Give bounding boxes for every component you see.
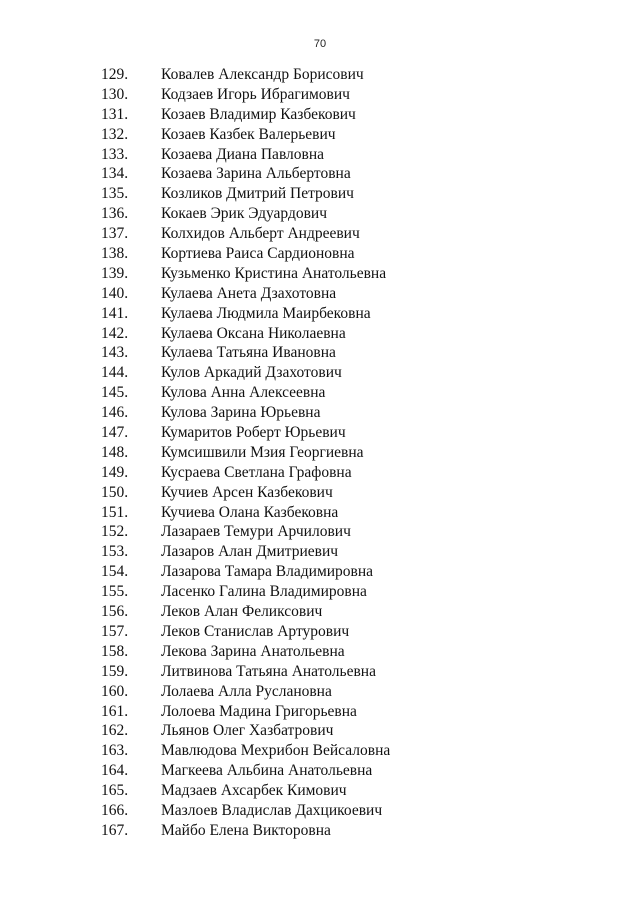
entry-number: 154. bbox=[101, 563, 129, 581]
entry-name: Колхидов Альберт Андреевич bbox=[161, 225, 360, 243]
entry-number: 134. bbox=[101, 165, 129, 183]
entry-number: 139. bbox=[101, 264, 129, 282]
entry-number: 140. bbox=[101, 284, 129, 302]
entry-name: Лекова Зарина Анатольевна bbox=[161, 642, 345, 660]
entry-number: 135. bbox=[101, 185, 129, 203]
entry-name: Кучиев Арсен Казбекович bbox=[161, 483, 333, 501]
entry-number: 144. bbox=[101, 364, 129, 382]
entry-name: Кулаева Оксана Николаевна bbox=[161, 324, 346, 342]
entry-name: Кокаев Эрик Эдуардович bbox=[161, 205, 327, 223]
entry-name: Леков Алан Феликсович bbox=[161, 603, 323, 621]
entry-name: Литвинова Татьяна Анатольевна bbox=[161, 662, 376, 680]
entry-number: 141. bbox=[101, 304, 129, 322]
entry-number: 160. bbox=[101, 682, 129, 700]
entry-number: 129. bbox=[101, 66, 129, 83]
entry-name: Кулов Аркадий Дзахотович bbox=[161, 364, 342, 382]
entry-name: Козаева Зарина Альбертовна bbox=[161, 165, 351, 183]
entry-name: Лазарова Тамара Владимировна bbox=[161, 563, 374, 581]
entry-name: Магкеева Альбина Анатольевна bbox=[161, 762, 373, 780]
entry-name: Кулаева Татьяна Ивановна bbox=[161, 344, 336, 362]
entry-number: 136. bbox=[101, 205, 129, 223]
entry-number: 138. bbox=[101, 245, 129, 263]
entry-number: 164. bbox=[101, 762, 129, 780]
entry-name: Кумаритов Роберт Юрьевич bbox=[161, 424, 346, 442]
entry-number: 148. bbox=[101, 443, 129, 461]
entry-name: Лазараев Темури Арчилович bbox=[161, 523, 351, 541]
entry-number: 150. bbox=[101, 483, 129, 501]
entry-number: 161. bbox=[101, 702, 129, 720]
entry-number: 130. bbox=[101, 85, 129, 103]
entry-number: 156. bbox=[101, 603, 129, 621]
entry-name: Кулова Зарина Юрьевна bbox=[161, 404, 321, 422]
page-number: 70 bbox=[313, 38, 327, 50]
entry-name: Кузьменко Кристина Анатольевна bbox=[161, 264, 387, 282]
entry-number: 152. bbox=[101, 523, 129, 541]
entry-name: Козаева Диана Павловна bbox=[161, 145, 325, 163]
entry-name: Лолаева Алла Руслановна bbox=[161, 682, 332, 700]
entry-number: 167. bbox=[101, 821, 129, 839]
entry-number: 143. bbox=[101, 344, 129, 362]
entry-number: 162. bbox=[101, 722, 129, 740]
entry-number: 151. bbox=[101, 503, 129, 521]
entry-name: Кортиева Раиса Сардионовна bbox=[161, 245, 355, 263]
entry-name: Кулова Анна Алексеевна bbox=[161, 384, 326, 402]
entry-number: 159. bbox=[101, 662, 129, 680]
entry-number: 131. bbox=[101, 105, 129, 123]
entry-number: 145. bbox=[101, 384, 129, 402]
entry-name: Кучиева Олана Казбековна bbox=[161, 503, 339, 521]
entry-number: 153. bbox=[101, 543, 129, 561]
entry-number: 163. bbox=[101, 742, 129, 760]
entry-name: Козаев Казбек Валерьевич bbox=[161, 125, 336, 143]
entry-name: Кулаева Анета Дзахотовна bbox=[161, 284, 337, 302]
entry-name: Мадзаев Ахсарбек Кимович bbox=[161, 782, 347, 800]
entry-number: 166. bbox=[101, 801, 129, 819]
entry-number: 149. bbox=[101, 463, 129, 481]
entry-number: 146. bbox=[101, 404, 129, 422]
entry-name: Льянов Олег Хазбатрович bbox=[161, 722, 334, 740]
entry-name: Мазлоев Владислав Дахцикоевич bbox=[161, 801, 383, 819]
entry-number: 155. bbox=[101, 583, 129, 601]
entry-number: 165. bbox=[101, 782, 129, 800]
entry-number: 132. bbox=[101, 125, 129, 143]
entry-number: 147. bbox=[101, 424, 129, 442]
entry-number: 157. bbox=[101, 622, 129, 640]
entry-number: 133. bbox=[101, 145, 129, 163]
entry-name: Козаев Владимир Казбекович bbox=[161, 105, 356, 123]
entry-name: Леков Станислав Артурович bbox=[161, 622, 350, 640]
entry-number: 137. bbox=[101, 225, 129, 243]
entry-name: Лазаров Алан Дмитриевич bbox=[161, 543, 339, 561]
entry-name: Кодзаев Игорь Ибрагимович bbox=[161, 85, 350, 103]
entry-number: 142. bbox=[101, 324, 129, 342]
entry-name: Майбо Елена Викторовна bbox=[161, 821, 331, 839]
entry-name: Кумсишвили Мзия Георгиевна bbox=[161, 443, 364, 461]
entry-name: Мавлюдова Мехрибон Вейсаловна bbox=[161, 742, 391, 760]
entry-name: Ласенко Галина Владимировна bbox=[161, 583, 367, 601]
entry-name: Лолоева Мадина Григорьевна bbox=[161, 702, 357, 720]
entry-name: Козликов Дмитрий Петрович bbox=[161, 185, 354, 203]
entry-name: Кусраева Светлана Графовна bbox=[161, 463, 352, 481]
entry-name: Кулаева Людмила Маирбековна bbox=[161, 304, 371, 322]
entry-name: Ковалев Александр Борисович bbox=[161, 66, 364, 83]
entry-number: 158. bbox=[101, 642, 129, 660]
